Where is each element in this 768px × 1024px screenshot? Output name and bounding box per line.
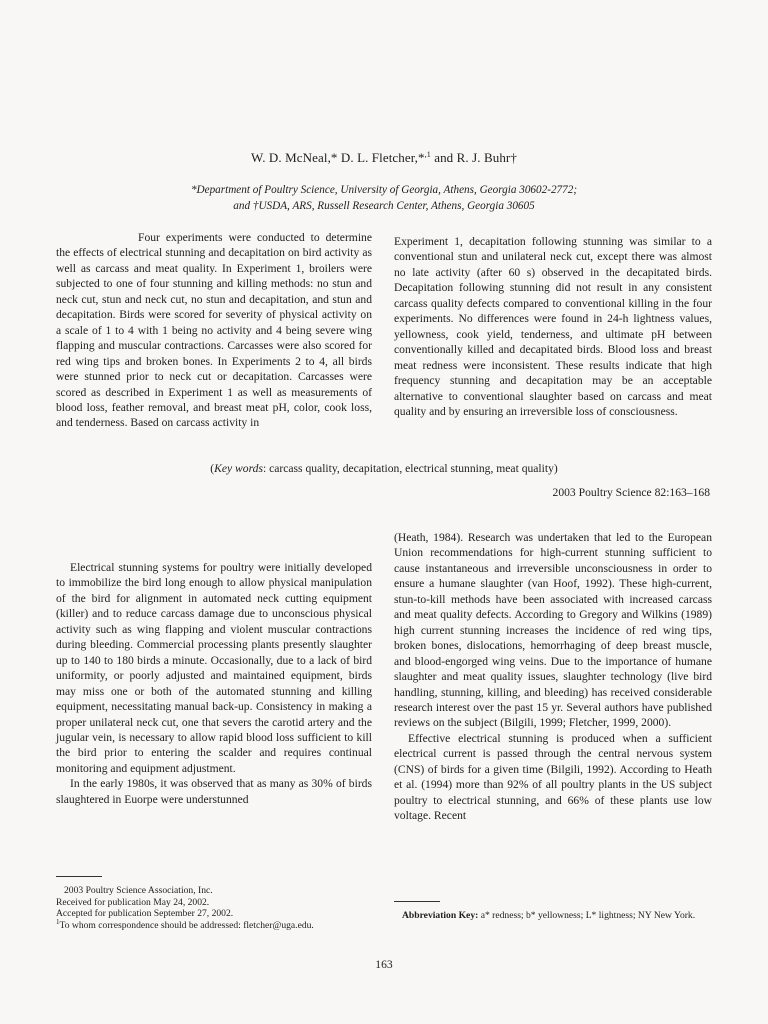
footnote-marker: 1 <box>56 917 60 926</box>
footnotes <box>56 885 376 931</box>
journal-citation: 2003 Poultry Science 82:163–168 <box>552 486 710 499</box>
keywords: (Key words: carcass quality, decapitation, electrical stunning, meat quality) <box>210 462 558 475</box>
body-left-column <box>56 560 372 807</box>
affiliation-line-1: *Department of Poultry Science, University of Georgia, Athens, Georgia 30602-2772; <box>190 184 578 196</box>
body-paragraph: Electrical stunning systems for poultry were initially developed to immobilize the bird long enough to allow physical manipulation of the bird for alignment in automated neck cutting equipment (killer) and to reduce carcass damage due to unconscious physical activity such as wing flapping and violent muscular contractions during bleeding. Commercial processing plants presently slaughter up to 140 to 180 birds a minute. Occasionally, due to a lack of bird uniformity, or poorly adjusted and maintained equipment, birds may miss one or both of the automated stunning and killing equipment, necessitating manual back-up. Consistency in making a proper unilateral neck cut, one that severs the carotid artery and the jugular vein, is necessary to allow rapid blood loss sufficient to kill the bird prior to entering the scalder and requires continual monitoring and equipment adjustment. <box>56 561 372 775</box>
keywords-label: Key words <box>214 462 263 475</box>
affiliations <box>0 183 768 214</box>
abbreviation-key-label: Abbreviation Key: <box>402 910 479 921</box>
body-paragraph: (Heath, 1984). Research was undertaken that led to the European Union recommendations for high-current stunning sufficient to cause instantaneous and irreversible unconsciousness in order to ensure a humane slaughter (van Hoof, 1992). These high-current, stun-to-kill methods have been associated with increased carcass and meat quality defects. According to Gregory and Wilkins (1989) high current stunning increases the incidence of red wing tips, broken bones, dislocations, hemorrhaging of deep breast muscle, and blood-engorged wing veins. Due to the importance of humane slaughter and meat quality issues, slaughter technology (live bird handling, stunning, killing, and bleeding) has received considerable research interest over the past 15 yr. Several authors have published reviews on the subject (Bilgili, 1999; Fletcher, 1999, 2000). <box>394 531 712 730</box>
author-line <box>0 150 768 166</box>
affiliation-line-2: and †USDA, ARS, Russell Research Center, Athens, Georgia 30605 <box>233 199 535 212</box>
authors-names-cont: and R. J. Buhr† <box>430 150 517 165</box>
footnote-received: Received for publication May 24, 2002. <box>56 896 210 908</box>
footnote-accepted: Accepted for publication September 27, 2002. <box>56 908 234 920</box>
body-paragraph: Effective electrical stunning is produced when a sufficient electrical current is passed through the central nervous system (CNS) of birds for a given time (Bilgili, 1992). According to Heath et al. (1994) more than 92% of all poultry plants in the US subject poultry to electrical stunning, and 66% of these plants use low voltage. Recent <box>394 731 712 823</box>
abstract-text-right: Experiment 1, decapitation following stunning was similar to a conventional stun and unilateral neck cut, except there was almost no late activity (after 60 s) observed in the decapitated birds. Decapitation following stunning did not result in any consistent carcass quality defects compared to conventional killing in the four experiments. No differences were found in 24-h lightness values, yellowness, cook yield, tenderness, and ultimate pH between conventionally killed and decapitated birds. Blood loss and breast meat redness were inconsistent. These results indicate that high frequency stunning and decapitation may be an acceptable alternative to conventional slaughter based on carcass and meat quality and by ensuring an irreversible loss of consciousness. <box>394 235 712 418</box>
footnote-copyright: 2003 Poultry Science Association, Inc. <box>64 885 213 896</box>
authors-names: W. D. McNeal,* D. L. Fletcher,* <box>251 150 425 165</box>
abbreviation-key <box>402 910 712 922</box>
footnote-correspondence: $^1$To whom correspondence should be addressed: fletcher@uga.edu. <box>56 917 314 931</box>
abbreviation-key-text: a* redness; b* yellowness; L* lightness; NY New York. <box>478 910 696 921</box>
abbreviation-divider <box>394 901 440 902</box>
keywords-text: : carcass quality, decapitation, electrical stunning, meat quality) <box>262 462 558 475</box>
abstract-right-column <box>394 234 712 419</box>
abstract-left-column <box>56 230 372 431</box>
author-footnote-marker: ,1 <box>424 150 431 159</box>
footnote-divider <box>56 876 102 877</box>
abstract-text-left: Four experiments were conducted to determine the effects of electrical stunning and decapitation on bird activity as well as carcass and meat quality. In Experiment 1, broilers were subjected to one of four stunning and killing methods: no stun and neck cut, stun and neck cut, no stun and decapitation, and stun and decapitation. Birds were scored for severity of physical activity on a scale of 1 to 4 with 1 being no activity and 4 being severe wing flapping and muscular contractions. Carcasses were also scored for red wing tips and broken bones. In Experiments 2 to 4, all birds were stunned prior to neck cut or decapitation. Carcasses were scored as described in Experiment 1 as well as measurements of blood loss, feather removal, and breast meat pH, color, cook loss, and tenderness. Based on carcass activity in <box>56 231 372 430</box>
page-number: 163 <box>375 958 393 971</box>
body-right-column <box>394 530 712 824</box>
body-paragraph: In the early 1980s, it was observed that as many as 30% of birds slaughtered in Euorpe were understunned <box>56 777 372 806</box>
